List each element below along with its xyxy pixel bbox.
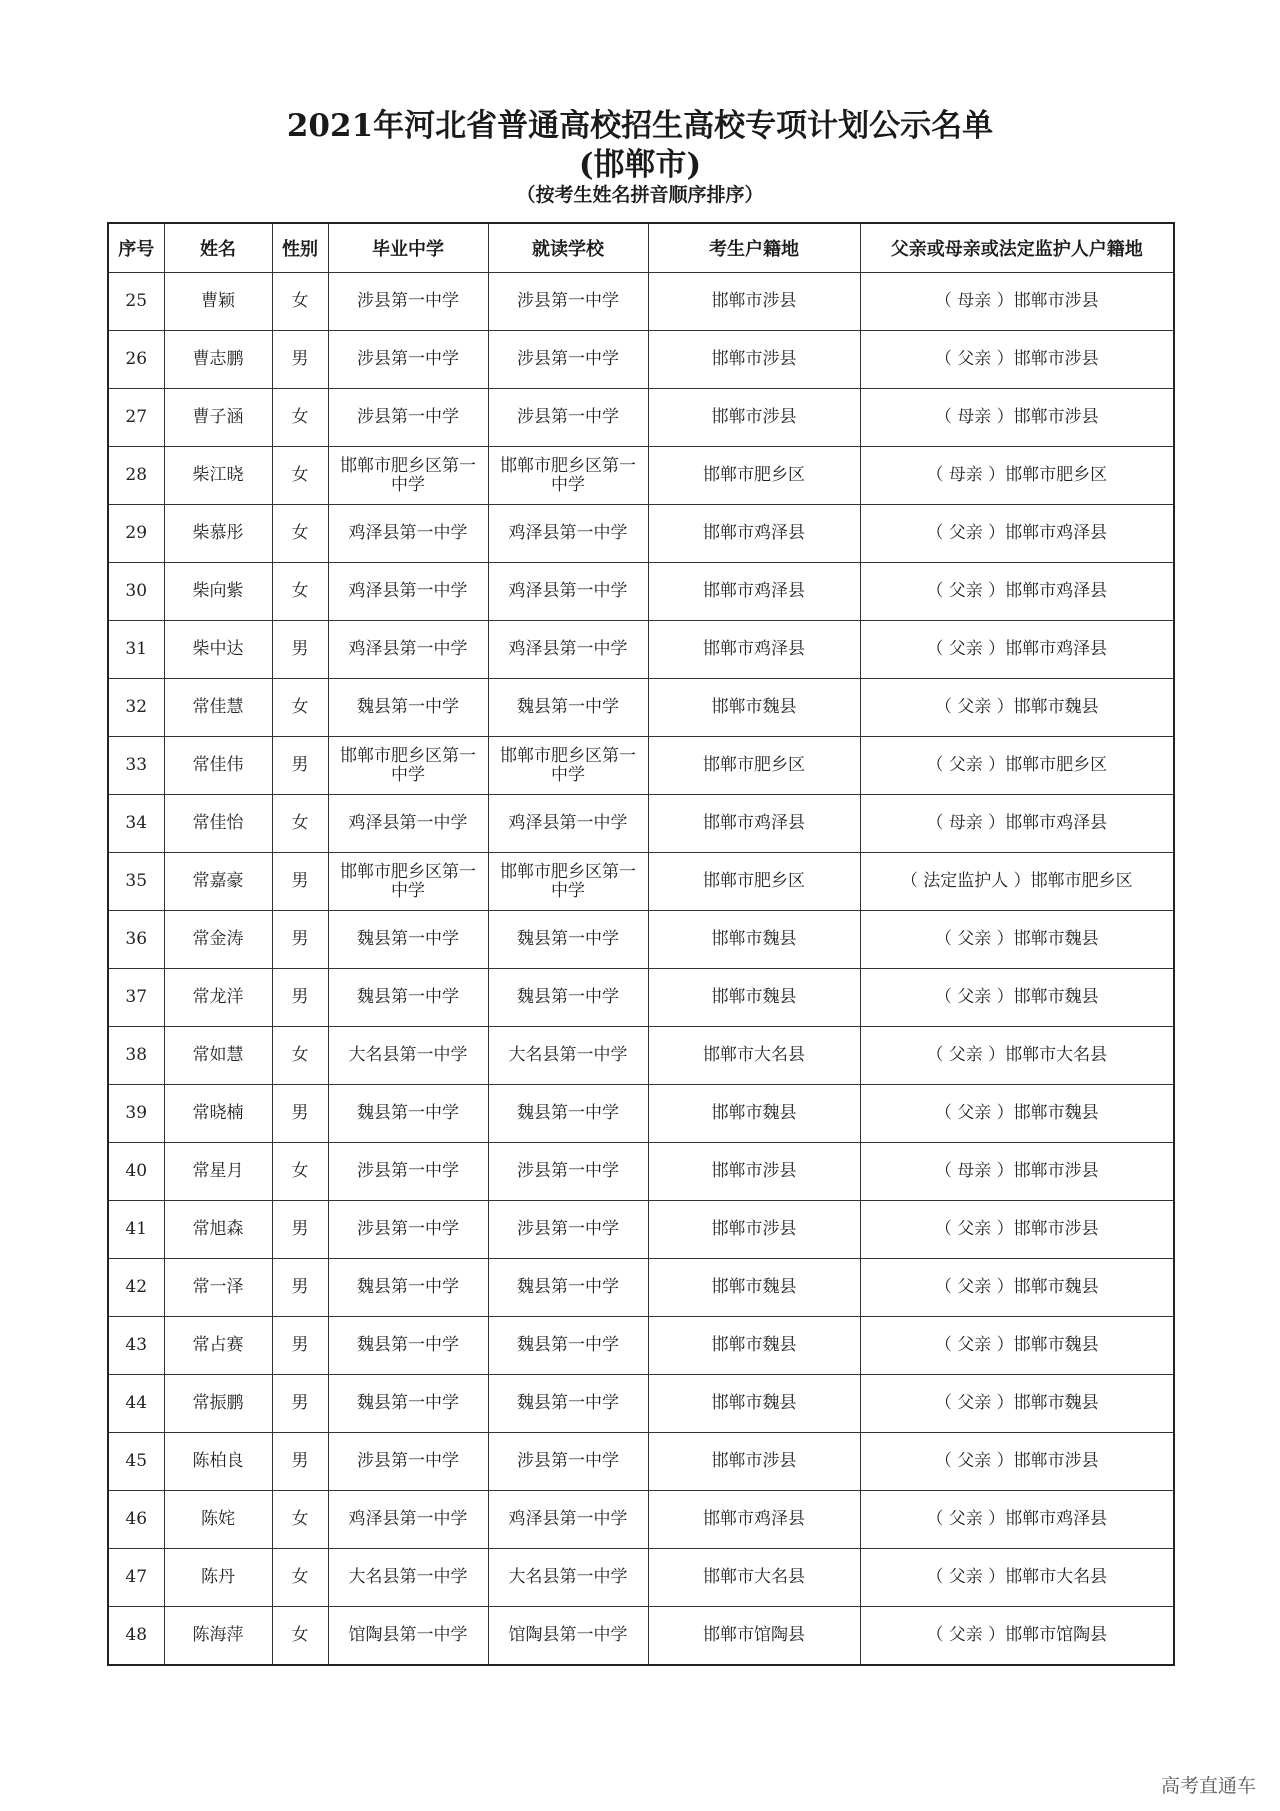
cell-gender: 女 [272,1607,328,1666]
cell-name: 常如慧 [164,1027,272,1085]
table-header-row [108,223,1174,273]
cell-student-household: 邯郸市鸡泽县 [648,1491,860,1549]
cell-name: 陈姹 [164,1491,272,1549]
cell-graduated-school: 魏县第一中学 [328,1317,488,1375]
cell-graduated-school: 邯郸市肥乡区第一中学 [328,447,488,505]
cell-name: 常佳慧 [164,679,272,737]
cell-student-household: 邯郸市涉县 [648,331,860,389]
cell-student-household: 邯郸市大名县 [648,1027,860,1085]
cell-current-school: 涉县第一中学 [488,331,648,389]
cell-gender: 男 [272,737,328,795]
cell-student-household: 邯郸市涉县 [648,1201,860,1259]
cell-gender: 女 [272,563,328,621]
cell-name: 柴中达 [164,621,272,679]
cell-student-household: 邯郸市鸡泽县 [648,621,860,679]
cell-graduated-school: 魏县第一中学 [328,1259,488,1317]
table-row [108,331,1174,389]
cell-student-household: 邯郸市馆陶县 [648,1607,860,1666]
header-gender: 性别 [272,223,328,273]
table-row [108,1317,1174,1375]
document-title: 2021年河北省普通高校招生高校专项计划公示名单 [286,108,994,144]
cell-name: 陈丹 [164,1549,272,1607]
cell-graduated-school: 魏县第一中学 [328,1375,488,1433]
table-row [108,853,1174,911]
cell-seq: 36 [108,911,164,969]
cell-gender: 女 [272,679,328,737]
table-row [108,679,1174,737]
cell-guardian-household: （ 父亲 ）邯郸市涉县 [860,331,1174,389]
table-row [108,1085,1174,1143]
table-row [108,621,1174,679]
cell-seq: 32 [108,679,164,737]
cell-name: 常佳伟 [164,737,272,795]
cell-graduated-school: 鸡泽县第一中学 [328,505,488,563]
cell-current-school: 大名县第一中学 [488,1549,648,1607]
cell-gender: 男 [272,969,328,1027]
cell-current-school: 涉县第一中学 [488,1201,648,1259]
cell-graduated-school: 鸡泽县第一中学 [328,1491,488,1549]
cell-seq: 37 [108,969,164,1027]
cell-guardian-household: （ 母亲 ）邯郸市肥乡区 [860,447,1174,505]
cell-seq: 43 [108,1317,164,1375]
cell-current-school: 魏县第一中学 [488,969,648,1027]
cell-seq: 30 [108,563,164,621]
cell-gender: 女 [272,1143,328,1201]
cell-student-household: 邯郸市涉县 [648,273,860,331]
cell-seq: 28 [108,447,164,505]
cell-current-school: 魏县第一中学 [488,1317,648,1375]
table-body [108,273,1174,1666]
table-row [108,969,1174,1027]
cell-seq: 44 [108,1375,164,1433]
cell-graduated-school: 涉县第一中学 [328,389,488,447]
cell-guardian-household: （ 父亲 ）邯郸市大名县 [860,1549,1174,1607]
table-row [108,1201,1174,1259]
cell-seq: 46 [108,1491,164,1549]
cell-graduated-school: 大名县第一中学 [328,1027,488,1085]
cell-guardian-household: （ 父亲 ）邯郸市涉县 [860,1201,1174,1259]
cell-gender: 女 [272,447,328,505]
cell-seq: 33 [108,737,164,795]
cell-current-school: 邯郸市肥乡区第一中学 [488,447,648,505]
cell-guardian-household: （ 父亲 ）邯郸市魏县 [860,911,1174,969]
cell-graduated-school: 涉县第一中学 [328,1433,488,1491]
cell-student-household: 邯郸市魏县 [648,1317,860,1375]
header-seq: 序号 [108,223,164,273]
cell-graduated-school: 鸡泽县第一中学 [328,795,488,853]
cell-graduated-school: 馆陶县第一中学 [328,1607,488,1666]
cell-seq: 38 [108,1027,164,1085]
cell-gender: 女 [272,1549,328,1607]
cell-graduated-school: 魏县第一中学 [328,911,488,969]
cell-guardian-household: （ 父亲 ）邯郸市魏县 [860,1085,1174,1143]
table-row [108,1027,1174,1085]
cell-student-household: 邯郸市肥乡区 [648,447,860,505]
table-row [108,1259,1174,1317]
table-row [108,389,1174,447]
cell-gender: 女 [272,273,328,331]
cell-gender: 男 [272,1259,328,1317]
cell-gender: 女 [272,1491,328,1549]
cell-current-school: 魏县第一中学 [488,1259,648,1317]
cell-graduated-school: 鸡泽县第一中学 [328,621,488,679]
cell-graduated-school: 邯郸市肥乡区第一中学 [328,737,488,795]
cell-seq: 27 [108,389,164,447]
cell-guardian-household: （ 父亲 ）邯郸市鸡泽县 [860,505,1174,563]
cell-gender: 男 [272,1201,328,1259]
cell-seq: 35 [108,853,164,911]
cell-gender: 女 [272,1027,328,1085]
cell-guardian-household: （ 父亲 ）邯郸市大名县 [860,1027,1174,1085]
cell-guardian-household: （ 母亲 ）邯郸市涉县 [860,273,1174,331]
cell-current-school: 鸡泽县第一中学 [488,505,648,563]
cell-graduated-school: 涉县第一中学 [328,1201,488,1259]
header-current-school: 就读学校 [488,223,648,273]
cell-current-school: 馆陶县第一中学 [488,1607,648,1666]
cell-graduated-school: 涉县第一中学 [328,331,488,389]
cell-graduated-school: 涉县第一中学 [328,273,488,331]
cell-seq: 29 [108,505,164,563]
cell-student-household: 邯郸市魏县 [648,911,860,969]
cell-guardian-household: （ 母亲 ）邯郸市涉县 [860,1143,1174,1201]
cell-current-school: 涉县第一中学 [488,1433,648,1491]
table-row [108,1433,1174,1491]
cell-guardian-household: （ 父亲 ）邯郸市肥乡区 [860,737,1174,795]
table-row [108,737,1174,795]
header-name: 姓名 [164,223,272,273]
cell-guardian-household: （ 父亲 ）邯郸市魏县 [860,1375,1174,1433]
cell-seq: 34 [108,795,164,853]
cell-name: 常一泽 [164,1259,272,1317]
sort-order-note: （按考生姓名拼音顺序排序） [516,184,764,206]
table-row [108,563,1174,621]
cell-seq: 25 [108,273,164,331]
cell-guardian-household: （ 母亲 ）邯郸市涉县 [860,389,1174,447]
cell-seq: 41 [108,1201,164,1259]
cell-student-household: 邯郸市鸡泽县 [648,795,860,853]
cell-seq: 31 [108,621,164,679]
cell-gender: 男 [272,331,328,389]
cell-name: 曹颖 [164,273,272,331]
cell-name: 陈柏良 [164,1433,272,1491]
cell-gender: 男 [272,911,328,969]
cell-seq: 26 [108,331,164,389]
cell-student-household: 邯郸市魏县 [648,1085,860,1143]
cell-guardian-household: （ 父亲 ）邯郸市涉县 [860,1433,1174,1491]
cell-guardian-household: （ 父亲 ）邯郸市鸡泽县 [860,563,1174,621]
cell-name: 常晓楠 [164,1085,272,1143]
cell-seq: 47 [108,1549,164,1607]
cell-gender: 女 [272,505,328,563]
table-row [108,447,1174,505]
table-row [108,795,1174,853]
table-row [108,1375,1174,1433]
cell-name: 曹子涵 [164,389,272,447]
cell-guardian-household: （ 父亲 ）邯郸市鸡泽县 [860,1491,1174,1549]
table-row [108,273,1174,331]
cell-seq: 39 [108,1085,164,1143]
cell-student-household: 邯郸市鸡泽县 [648,505,860,563]
cell-name: 柴慕彤 [164,505,272,563]
watermark: 高考直通车 [1160,1775,1256,1797]
cell-gender: 女 [272,389,328,447]
cell-student-household: 邯郸市涉县 [648,1433,860,1491]
cell-graduated-school: 鸡泽县第一中学 [328,563,488,621]
cell-current-school: 大名县第一中学 [488,1027,648,1085]
cell-guardian-household: （ 父亲 ）邯郸市魏县 [860,1317,1174,1375]
cell-guardian-household: （ 父亲 ）邯郸市鸡泽县 [860,621,1174,679]
cell-current-school: 邯郸市肥乡区第一中学 [488,737,648,795]
cell-student-household: 邯郸市涉县 [648,389,860,447]
cell-seq: 48 [108,1607,164,1666]
cell-current-school: 鸡泽县第一中学 [488,621,648,679]
cell-name: 常占赛 [164,1317,272,1375]
admission-list-table [107,222,1175,1666]
table-row [108,911,1174,969]
cell-name: 常佳怡 [164,795,272,853]
cell-student-household: 邯郸市涉县 [648,1143,860,1201]
cell-name: 柴向紫 [164,563,272,621]
table-row [108,1607,1174,1666]
table-row [108,1491,1174,1549]
cell-seq: 40 [108,1143,164,1201]
cell-gender: 男 [272,1317,328,1375]
table-row [108,505,1174,563]
cell-guardian-household: （ 母亲 ）邯郸市鸡泽县 [860,795,1174,853]
cell-name: 常振鹏 [164,1375,272,1433]
cell-student-household: 邯郸市鸡泽县 [648,563,860,621]
cell-name: 曹志鹏 [164,331,272,389]
cell-graduated-school: 魏县第一中学 [328,969,488,1027]
cell-student-household: 邯郸市肥乡区 [648,853,860,911]
cell-student-household: 邯郸市魏县 [648,969,860,1027]
cell-name: 常旭森 [164,1201,272,1259]
cell-current-school: 魏县第一中学 [488,1085,648,1143]
cell-guardian-household: （ 父亲 ）邯郸市魏县 [860,969,1174,1027]
cell-seq: 45 [108,1433,164,1491]
cell-name: 常龙洋 [164,969,272,1027]
cell-gender: 男 [272,621,328,679]
cell-current-school: 鸡泽县第一中学 [488,563,648,621]
cell-student-household: 邯郸市魏县 [648,1259,860,1317]
document-subtitle-city: (邯郸市) [578,147,702,183]
cell-student-household: 邯郸市肥乡区 [648,737,860,795]
cell-guardian-household: （ 父亲 ）邯郸市魏县 [860,1259,1174,1317]
header-graduated-school: 毕业中学 [328,223,488,273]
cell-student-household: 邯郸市大名县 [648,1549,860,1607]
cell-gender: 男 [272,1375,328,1433]
cell-current-school: 涉县第一中学 [488,1143,648,1201]
cell-gender: 男 [272,1433,328,1491]
cell-gender: 男 [272,853,328,911]
cell-name: 陈海萍 [164,1607,272,1666]
header-student-household: 考生户籍地 [648,223,860,273]
cell-name: 常嘉豪 [164,853,272,911]
cell-gender: 女 [272,795,328,853]
cell-graduated-school: 涉县第一中学 [328,1143,488,1201]
cell-name: 常金涛 [164,911,272,969]
cell-graduated-school: 大名县第一中学 [328,1549,488,1607]
cell-student-household: 邯郸市魏县 [648,679,860,737]
cell-current-school: 鸡泽县第一中学 [488,1491,648,1549]
table-row [108,1549,1174,1607]
cell-current-school: 涉县第一中学 [488,389,648,447]
cell-guardian-household: （ 父亲 ）邯郸市馆陶县 [860,1607,1174,1666]
table-row [108,1143,1174,1201]
cell-gender: 男 [272,1085,328,1143]
cell-graduated-school: 魏县第一中学 [328,1085,488,1143]
cell-student-household: 邯郸市魏县 [648,1375,860,1433]
cell-current-school: 邯郸市肥乡区第一中学 [488,853,648,911]
cell-current-school: 魏县第一中学 [488,911,648,969]
cell-name: 柴江晓 [164,447,272,505]
cell-graduated-school: 邯郸市肥乡区第一中学 [328,853,488,911]
cell-graduated-school: 魏县第一中学 [328,679,488,737]
cell-current-school: 魏县第一中学 [488,1375,648,1433]
cell-guardian-household: （ 父亲 ）邯郸市魏县 [860,679,1174,737]
cell-current-school: 涉县第一中学 [488,273,648,331]
cell-current-school: 鸡泽县第一中学 [488,795,648,853]
cell-name: 常星月 [164,1143,272,1201]
header-guardian-household: 父亲或母亲或法定监护人户籍地 [860,223,1174,273]
cell-seq: 42 [108,1259,164,1317]
cell-current-school: 魏县第一中学 [488,679,648,737]
cell-guardian-household: （ 法定监护人 ）邯郸市肥乡区 [860,853,1174,911]
